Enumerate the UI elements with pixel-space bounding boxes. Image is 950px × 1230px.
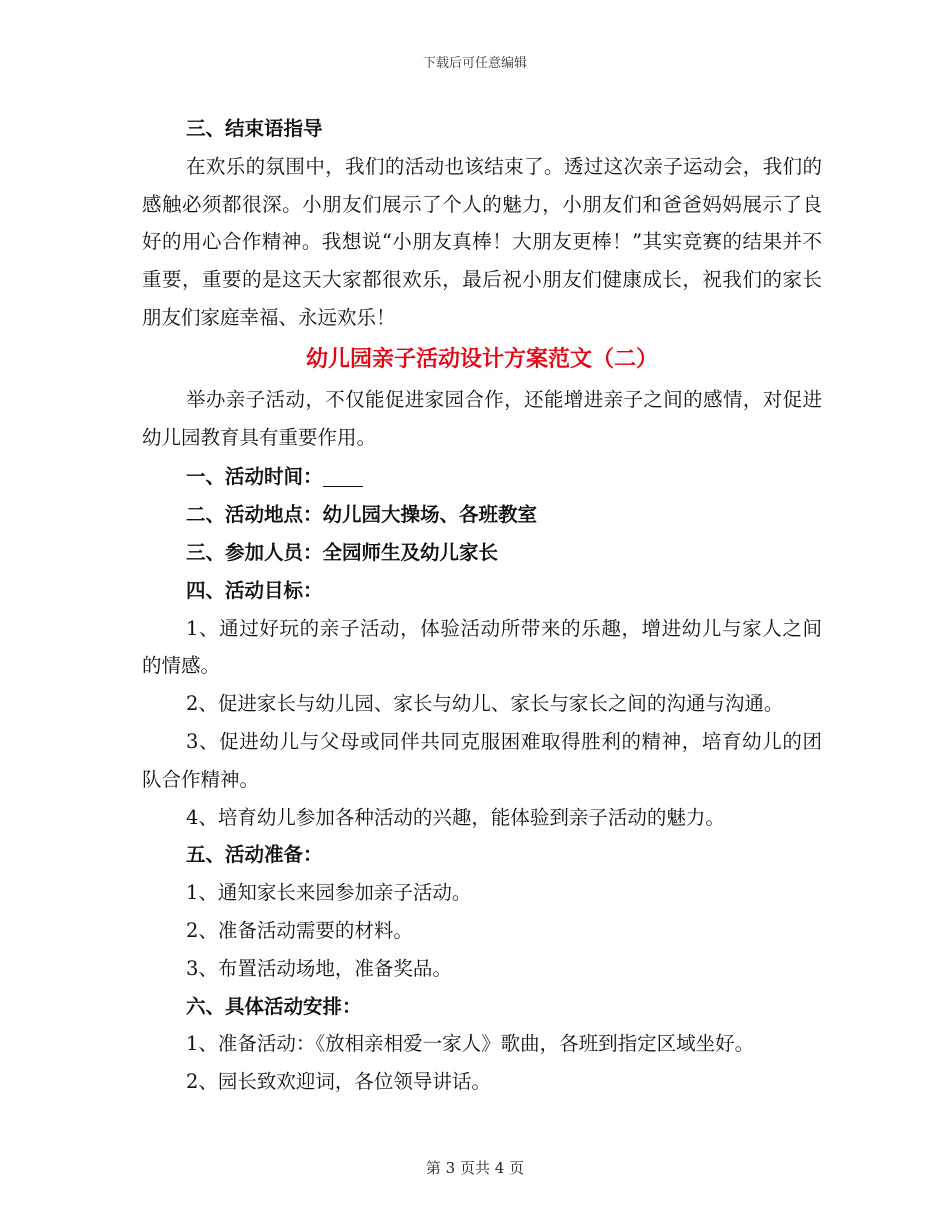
- schedule-item: 2、园长致欢迎词，各位领导讲话。: [186, 1070, 491, 1094]
- activity-time-blank: [323, 466, 363, 487]
- goal-item: 2、促进家长与幼儿园、家长与幼儿、家长与家长之间的沟通与沟通。: [186, 692, 784, 716]
- document-title: 幼儿园亲子活动设计方案范文（二）: [305, 345, 658, 372]
- activity-time: [142, 458, 822, 496]
- schedule-heading: 六、具体活动安排：: [186, 994, 362, 1018]
- participants: 三、参加人员：全园师生及幼儿家长: [186, 540, 499, 564]
- prep-heading: 五、活动准备：: [186, 843, 323, 867]
- goal-item: 1、通过好玩的亲子活动，体验活动所带来的乐趣，增进幼儿与家人之间的情感。: [142, 616, 822, 678]
- goals-heading: 四、活动目标：: [186, 578, 323, 602]
- page-header: 下载后可任意编辑: [422, 56, 527, 71]
- page-footer: 第 3 页共 4 页: [425, 1159, 525, 1177]
- prep-item: 3、布置活动场地，准备奖品。: [186, 956, 452, 980]
- activity-place: 二、活动地点：幼儿园大操场、各班教室: [186, 503, 538, 527]
- activity-time-label: 一、活动时间：: [186, 465, 323, 489]
- prep-item: 1、通知家长来园参加亲子活动。: [186, 881, 472, 905]
- document-body: [142, 110, 822, 1101]
- schedule-item: 1、准备活动：《放相亲相爱一家人》歌曲，各班到指定区域坐好。: [186, 1032, 755, 1056]
- prep-item: 2、准备活动需要的材料。: [186, 918, 413, 942]
- intro-paragraph: 举办亲子活动，不仅能促进家园合作，还能增进亲子之间的感情，对促进幼儿园教育具有重要作用。: [142, 387, 822, 449]
- goal-item: 3、促进幼儿与父母或同伴共同克服困难取得胜利的精神，培育幼儿的团队合作精神。: [142, 729, 822, 791]
- section-heading-closing: 三、结束语指导: [186, 117, 323, 140]
- closing-paragraph: 在欢乐的氛围中，我们的活动也该结束了。透过这次亲子运动会，我们的感触必须都很深。小朋友们展示了个人的魅力，小朋友们和爸爸妈妈展示了良好的用心合作精神。我想说“小朋友真棒！大朋友更棒！”其实竞赛的结果并不重要，重要的是这天大家都很欢乐，最后祝小朋友们健康成长，祝我们的家长朋友们家庭幸福、永远欢乐！: [142, 154, 822, 329]
- goal-item: 4、培育幼儿参加各种活动的兴趣，能体验到亲子活动的魅力。: [186, 805, 725, 829]
